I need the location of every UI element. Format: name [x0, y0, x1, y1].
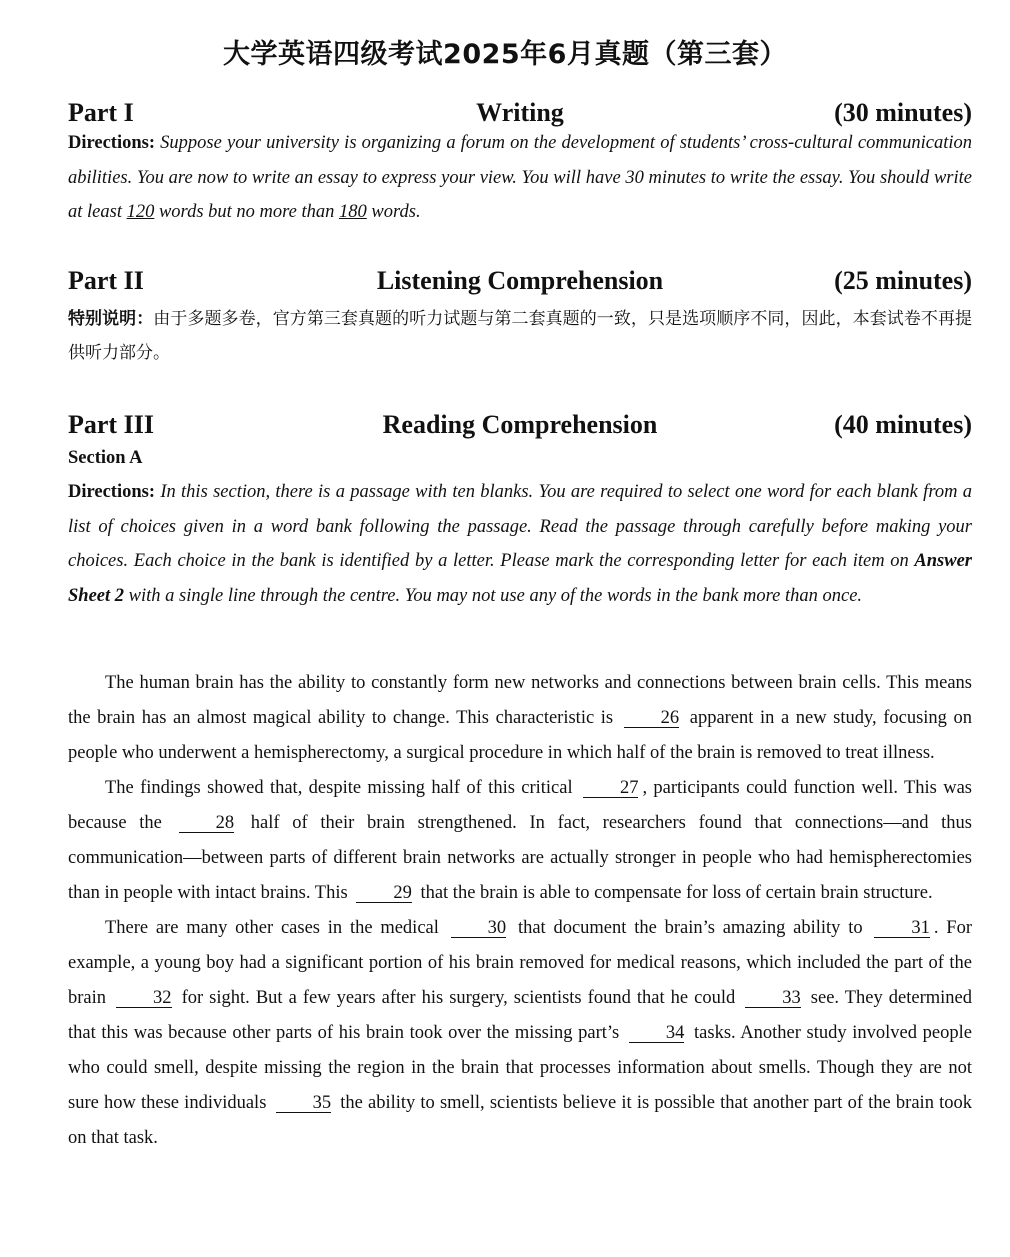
- part1-directions: [68, 126, 972, 230]
- part1-directions-text-a: Suppose your university is organizing a forum on the development of students’ cross-cultural communication abilities. You are now to write an essay to express your view. You will have 30 minutes to write the essay. You should write at least: [68, 133, 972, 222]
- blank-31: 31: [874, 919, 930, 938]
- blank-32: 32: [116, 989, 172, 1008]
- part1-directions-text-c: words.: [366, 202, 421, 222]
- passage-text: the ability to smell, scientists believe it is possible that another part of the brain took on that task.: [68, 1093, 972, 1148]
- page-title: 大学英语四级考试2025年6月真题（第三套）: [223, 39, 787, 70]
- part3-name: Reading Comprehension: [382, 410, 658, 439]
- passage-text: The findings showed that, despite missing half of this critical: [105, 778, 579, 798]
- blank-29: 29: [356, 884, 412, 903]
- blank-27: 27: [583, 779, 639, 798]
- passage-text: tasks. Another study involved people who could smell, despite missing the region in the brain that processes information about smells. Though they are not sure how these individuals: [68, 1023, 972, 1113]
- part2-note-text: 由于多题多卷，官方第三套真题的听力试题与第二套真题的一致，只是选项顺序不同，因此，本套试卷不再提供听力部分。: [68, 309, 973, 363]
- passage-paragraph-2: [68, 771, 972, 911]
- part3-directions: [68, 475, 972, 613]
- passage-text: . For example, a young boy had a significant portion of his brain removed for medical reasons, which included the part of the brain: [68, 918, 972, 1008]
- part1-min-words: 120: [126, 202, 155, 222]
- answer-sheet-ref: Answer Sheet 2: [68, 551, 972, 606]
- passage-text: that document the brain’s amazing ability to: [510, 918, 871, 938]
- blank-26: 26: [624, 709, 680, 728]
- passage-text: that the brain is able to compensate for loss of certain brain structure.: [415, 883, 933, 903]
- passage-text: half of their brain strengthened. In fact, researchers found that connections—and thus communication—between parts of different brain networks are actually stronger in people who had hemispherectomies than in people with intact brains. This: [68, 813, 972, 903]
- passage-text: see. They determined that this was because other parts of his brain took over the missing part’s: [68, 988, 973, 1043]
- passage-text: The human brain has the ability to constantly form new networks and connections between brain cells. This means the brain has an almost magical ability to change. This characteristic is: [68, 673, 972, 728]
- part1-max-words: 180: [339, 202, 367, 222]
- part2-note: [68, 302, 972, 370]
- passage-paragraph-3: [68, 911, 972, 1156]
- passage-text: There are many other cases in the medical: [105, 918, 447, 938]
- part3-directions-text-a: In this section, there is a passage with ten blanks. You are required to select one word for each blank from a list of choices given in a word bank following the passage. Read the passage through carefully before making your choices. Each choice in the bank is identified by a letter. Please mark the corresponding letter for each item on: [68, 482, 972, 571]
- part2-header: [68, 266, 972, 298]
- part1-label: Part I: [68, 98, 134, 127]
- part3-header: [68, 410, 972, 442]
- blank-30: 30: [451, 919, 507, 938]
- passage-paragraph-1: [68, 666, 972, 771]
- part1-time: (30 minutes): [834, 98, 972, 127]
- passage-text: for sight. But a few years after his surgery, scientists found that he could: [175, 988, 742, 1008]
- part1-name: Writing: [476, 98, 564, 127]
- blank-34: 34: [629, 1024, 685, 1043]
- passage-text: apparent in a new study, focusing on people who underwent a hemispherectomy, a surgical procedure in which half of the brain is removed to treat illness.: [68, 708, 972, 763]
- part3-directions-text-b: with a single line through the centre. You may not use any of the words in the bank more than once.: [124, 585, 863, 606]
- part2-time: (25 minutes): [834, 266, 972, 295]
- part3-directions-label: Directions:: [68, 482, 155, 502]
- part2-name: Listening Comprehension: [376, 266, 664, 295]
- blank-35: 35: [276, 1094, 332, 1113]
- blank-33: 33: [745, 989, 801, 1008]
- part2-label: Part II: [68, 266, 144, 295]
- part3-time: (40 minutes): [834, 410, 972, 439]
- section-a-label: Section A: [68, 448, 143, 468]
- part1-directions-text-b: words but no more than: [154, 202, 340, 222]
- passage-text: , participants could function well. This was because the: [68, 778, 972, 833]
- part3-label: Part III: [68, 410, 154, 439]
- part1-directions-label: Directions:: [68, 133, 155, 153]
- reading-passage: [68, 666, 972, 1156]
- part2-note-label: 特别说明：: [68, 309, 154, 329]
- blank-28: 28: [179, 814, 235, 833]
